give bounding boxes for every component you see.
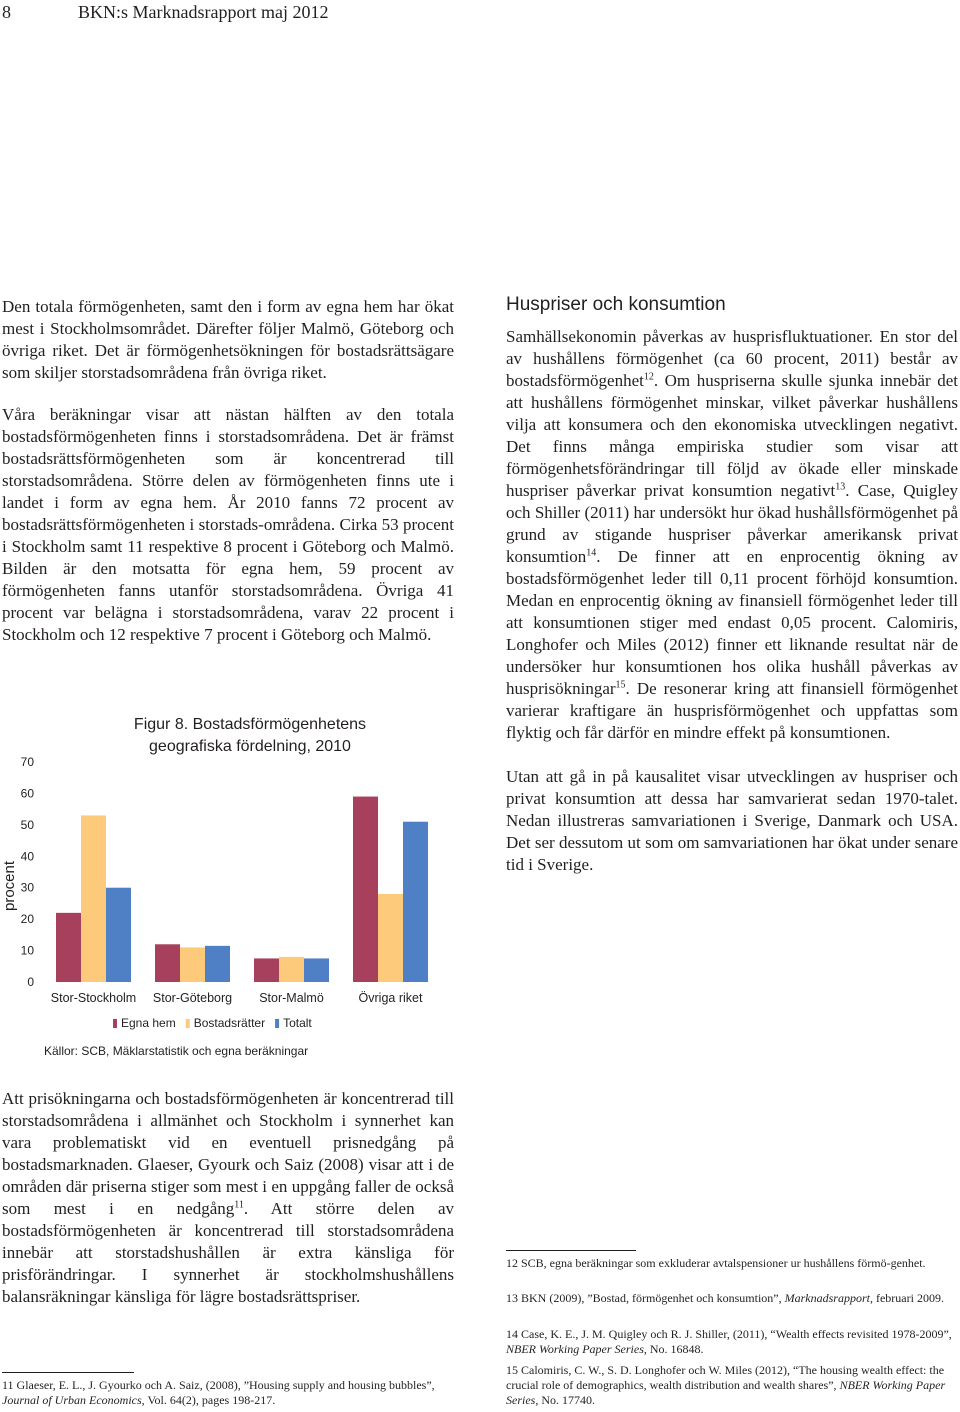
journal-name: NBER Working Paper Series [506,1342,644,1356]
legend-label: Bostadsrätter [193,1016,266,1030]
bar [279,957,304,982]
right-column [506,292,958,876]
x-category-label: Övriga riket [358,991,423,1005]
footnote-13 [506,1291,956,1306]
text-run: 13 BKN (2009), ”Bostad, förmögenhet och konsumtion”, [506,1291,785,1305]
y-axis-label: procent [1,860,18,912]
y-tick-label: 10 [20,943,34,958]
text-run: . Att större delen av bostadsförmögenheten är koncentrerad till storstadsområdena innebär att storstadshushållen är extra känsliga för prisförändringar. I synnerhet är stockholmshushållens balansräkningar känsliga för lägre bostadsrättspriser. [2,1199,454,1306]
bar [155,944,180,982]
bar [81,815,106,982]
text-run: , No. 17740. [535,1393,595,1407]
y-tick-label: 20 [20,912,34,927]
footnote-ref-14: 14 [586,547,597,559]
section-heading: Huspriser och konsumtion [506,294,726,315]
y-tick-label: 50 [20,817,34,832]
bottom-left-column [2,1088,454,1308]
figure-title-line-1: Figur 8. Bostadsförmögenhetens [133,716,367,733]
footnote-ref-12: 12 [643,371,654,383]
left-paragraph-2: Våra beräkningar visar att nästan hälften av den totala bostadsförmögenheten finns i storstadsområdena. Det är främst bostadsrättsförmögenheten som är koncentrerad till storstadsområdena. Större delen av förmögenheten finns ute i landet i form av egna hem. År 2010 fanns 72 procent av bostadsrättsförmögenheten i storstads-områdena. Cirka 53 procent i Stockholm samt 11 respektive 8 procent i Göteborg och Malmö. Bilden är den motsatta för egna hem, 59 procent av förmögenheten fanns utanför storstadsområdena. Övriga 41 procent var belägna i storstadsområdena, varav 22 procent i Stockholm och 12 respektive 7 procent i Göteborg och Malmö. [2,405,454,644]
bar [180,947,205,982]
footnote-11 [2,1378,454,1408]
footnote-12: 12 SCB, egna beräkningar som exkluderar avtalspensioner ur hushållens förmö-genhet. [506,1256,926,1270]
text-run: 15 Calomiris, C. W., S. D. Longhofer och W. Miles (2012), “The housing wealth effect: the crucial role of demographics, wealth distribution and wealth shares”, [506,1363,945,1392]
text-run: 14 Case, K. E., J. M. Quigley och R. J. Shiller, (2011), “Wealth effects revisited 1978-2009”, [506,1327,952,1341]
figure-title-line-2: geografiska fördelning, 2010 [149,738,351,755]
bar [304,958,329,982]
legend-label: Egna hem [121,1016,176,1030]
bar [403,822,428,982]
left-column [2,296,454,646]
y-tick-label: 0 [27,975,34,989]
right-paragraph-1 [506,326,958,744]
text-run: , No. 16848. [643,1342,704,1356]
text-run: Att prisökningarna och bostadsförmögenheten är koncentrerad till storstadsområdena i allmänhet och Stockholm i synnerhet kan vara problematiskt vid en eventuell prisnedgång på bostadsmarknaden. Glaeser, Gyourk och Saiz (2008) visar att i de områden där priserna stiger som mest i en uppgång faller de också som mest i en nedgång [2,1089,454,1218]
y-tick-label: 60 [20,786,34,801]
text-run: Samhällsekonomin påverkas av husprisfluktuationer. En stor del av hushållens förmögenhet (ca 60 procent, 2011) består av bostadsförmögenhet [506,327,958,390]
bar [353,797,378,982]
text-run: . Case, Quigley och Shiller (2011) har undersökt hur ökad hushållsförmögenhet på grund av stigande huspriser påverkar amerikansk privat konsumtion [506,481,958,566]
y-tick-label: 40 [20,849,34,864]
bar [205,946,230,982]
x-category-label: Stor-Stockholm [50,991,137,1005]
page-number: 8 [2,2,11,22]
text-run: 11 Glaeser, E. L., J. Gyourko och A. Saiz, (2008), ”Housing supply and housing bubbles”, [2,1378,435,1392]
y-tick-label: 70 [20,755,34,769]
bar [378,894,403,982]
figure-sources: Källor: SCB, Mäklarstatistik och egna beräkningar [44,1044,309,1058]
text-run: , Vol. 64(2), pages 198-217. [141,1393,276,1407]
text-run: . Om huspriserna skulle sjunka innebär det att hushållens förmögenhet minskar, vilket påverkar hushållens vilja att konsumera och den ekonomiska utvecklingen negativt. Det finns många empiriska studier som visar att förmögenhetsförändringar till följd av ökade eller minskade huspriser påverkar privat konsumtion negativt [506,371,958,500]
journal-name: NBER Working Paper Series [506,1378,946,1407]
right-paragraph-2: Utan att gå in på kausalitet visar utvecklingen av huspriser och privat konsumtion att dessa har samvarierat sedan 1970-talet. Nedan illustreras samvariationen i Sverige, Danmark och USA. Det ser dessutom ut som om samvariationen har ökat under senare tid i Sverige. [506,767,958,874]
footnote-rule-right [506,1250,636,1251]
bar [106,888,131,982]
text-run: , februari 2009. [869,1291,944,1305]
journal-name: Journal of Urban Economics [2,1393,142,1407]
bar-chart [0,750,470,1042]
bar [56,913,81,982]
legend-swatch [186,1019,190,1028]
footnote-14 [506,1327,956,1357]
y-tick-label: 30 [20,880,34,895]
legend-swatch [275,1019,279,1028]
footnote-rule-left [2,1372,134,1373]
x-category-label: Stor-Malmö [259,991,324,1005]
legend-swatch [113,1019,117,1028]
text-run: . De resonerar kring att finansiell förmögenhet varierar kraftigare än husprisförmögenhet och uppfattas som flyktig och får därför en mindre effekt på konsumtionen. [506,679,958,742]
footnote-ref-15: 15 [615,679,626,691]
legend-label: Totalt [283,1016,312,1030]
footnote-ref-13: 13 [835,481,846,493]
running-title: BKN:s Marknadsrapport maj 2012 [78,2,329,22]
text-run: . De finner att en enprocentig ökning av bostadsförmögenhet leder till 0,11 procent förhöjd konsumtion. Medan en enprocentig ökning av finansiell förmögenhet leder till att konsumtionen stiger med endast 0,05 procent. Calomiris, Longhofer och Miles (2012) finner ett liknande resultat när de undersöker hur konsumtionen hos olika hushåll påverkas av husprisökningar [506,547,958,698]
bar [254,958,279,982]
left-paragraph-1: Den totala förmögenheten, samt den i form av egna hem har ökat mest i Stockholmsområdet. Därefter följer Malmö, Göteborg och övriga riket. Det är förmögenhetsökningen för bostadsrättsägare som skiljer storstadsområdena från övriga riket. [2,297,454,382]
journal-name: Marknadsrapport [784,1291,870,1305]
x-category-label: Stor-Göteborg [152,991,233,1005]
footnote-ref-11: 11 [234,1199,244,1211]
bottom-left-paragraph [2,1088,454,1308]
footnote-15 [506,1363,956,1408]
